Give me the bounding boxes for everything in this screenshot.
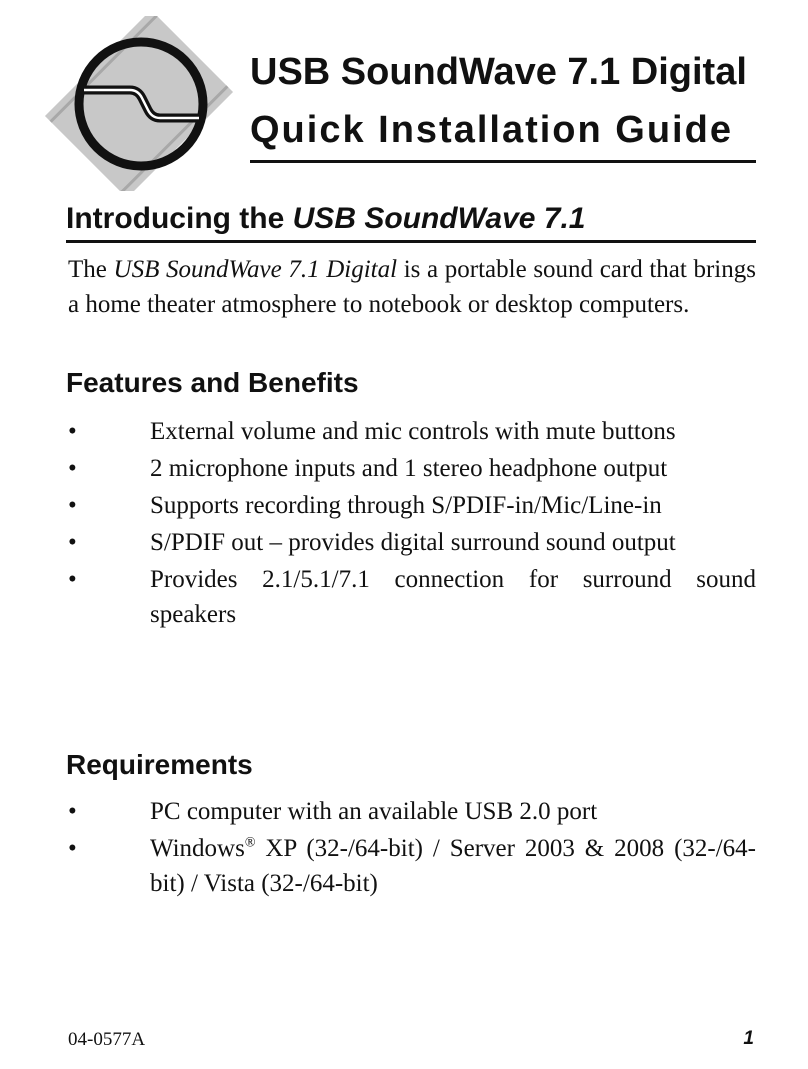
bullet-icon: • xyxy=(68,798,77,825)
feature-text: Provides 2.1/5.1/7.1 connection for surround sound speakers xyxy=(150,566,756,628)
feature-text: External volume and mic controls with mute buttons xyxy=(150,418,676,445)
bullet-icon: • xyxy=(68,529,77,556)
bullet-icon: • xyxy=(68,492,77,519)
feature-text: 2 microphone inputs and 1 stereo headphone output xyxy=(150,455,668,482)
bullet-icon: • xyxy=(68,418,77,445)
registered-mark: ® xyxy=(244,835,256,851)
list-item xyxy=(68,451,756,486)
list-item xyxy=(68,562,756,632)
feature-text: Supports recording through S/PDIF-in/Mic/Line-in xyxy=(150,492,662,519)
document-title xyxy=(250,50,756,163)
bullet-icon: • xyxy=(68,835,77,862)
requirements-heading: Requirements xyxy=(66,749,253,780)
document-code: 04-0577A xyxy=(68,1029,146,1050)
title-line-product: USB SoundWave 7.1 Digital xyxy=(250,51,747,93)
list-item xyxy=(68,831,756,901)
requirement-text-prefix: Windows xyxy=(150,835,245,862)
intro-heading xyxy=(66,202,756,243)
intro-heading-prefix: Introducing the xyxy=(66,202,293,235)
intro-text-product: USB SoundWave 7.1 Digital xyxy=(113,256,398,283)
list-item xyxy=(68,488,756,523)
feature-text: S/PDIF out – provides digital surround sound output xyxy=(150,529,676,556)
list-item xyxy=(68,794,756,829)
requirements-list xyxy=(68,794,756,903)
bullet-icon: • xyxy=(68,455,77,482)
list-item xyxy=(68,525,756,560)
intro-text-prefix: The xyxy=(68,256,114,283)
intro-paragraph xyxy=(68,252,756,322)
intro-text-suffix: is a portable sound card that brings a home theater atmosphere to notebook or desktop computers. xyxy=(68,256,756,318)
features-list xyxy=(68,414,756,634)
page-number: 1 xyxy=(743,1028,754,1049)
title-line-guide: Quick Installation Guide xyxy=(250,108,756,163)
intro-heading-product: USB SoundWave 7.1 xyxy=(292,202,586,235)
features-heading: Features and Benefits xyxy=(66,367,359,398)
bullet-icon: • xyxy=(68,566,77,593)
requirement-text: PC computer with an available USB 2.0 port xyxy=(150,798,598,825)
siig-logo-icon xyxy=(44,16,234,191)
list-item xyxy=(68,414,756,449)
requirement-text-suffix: XP (32-/64-bit) / Server 2003 & 2008 (32-/64-bit) / Vista (32-/64-bit) xyxy=(150,835,756,897)
